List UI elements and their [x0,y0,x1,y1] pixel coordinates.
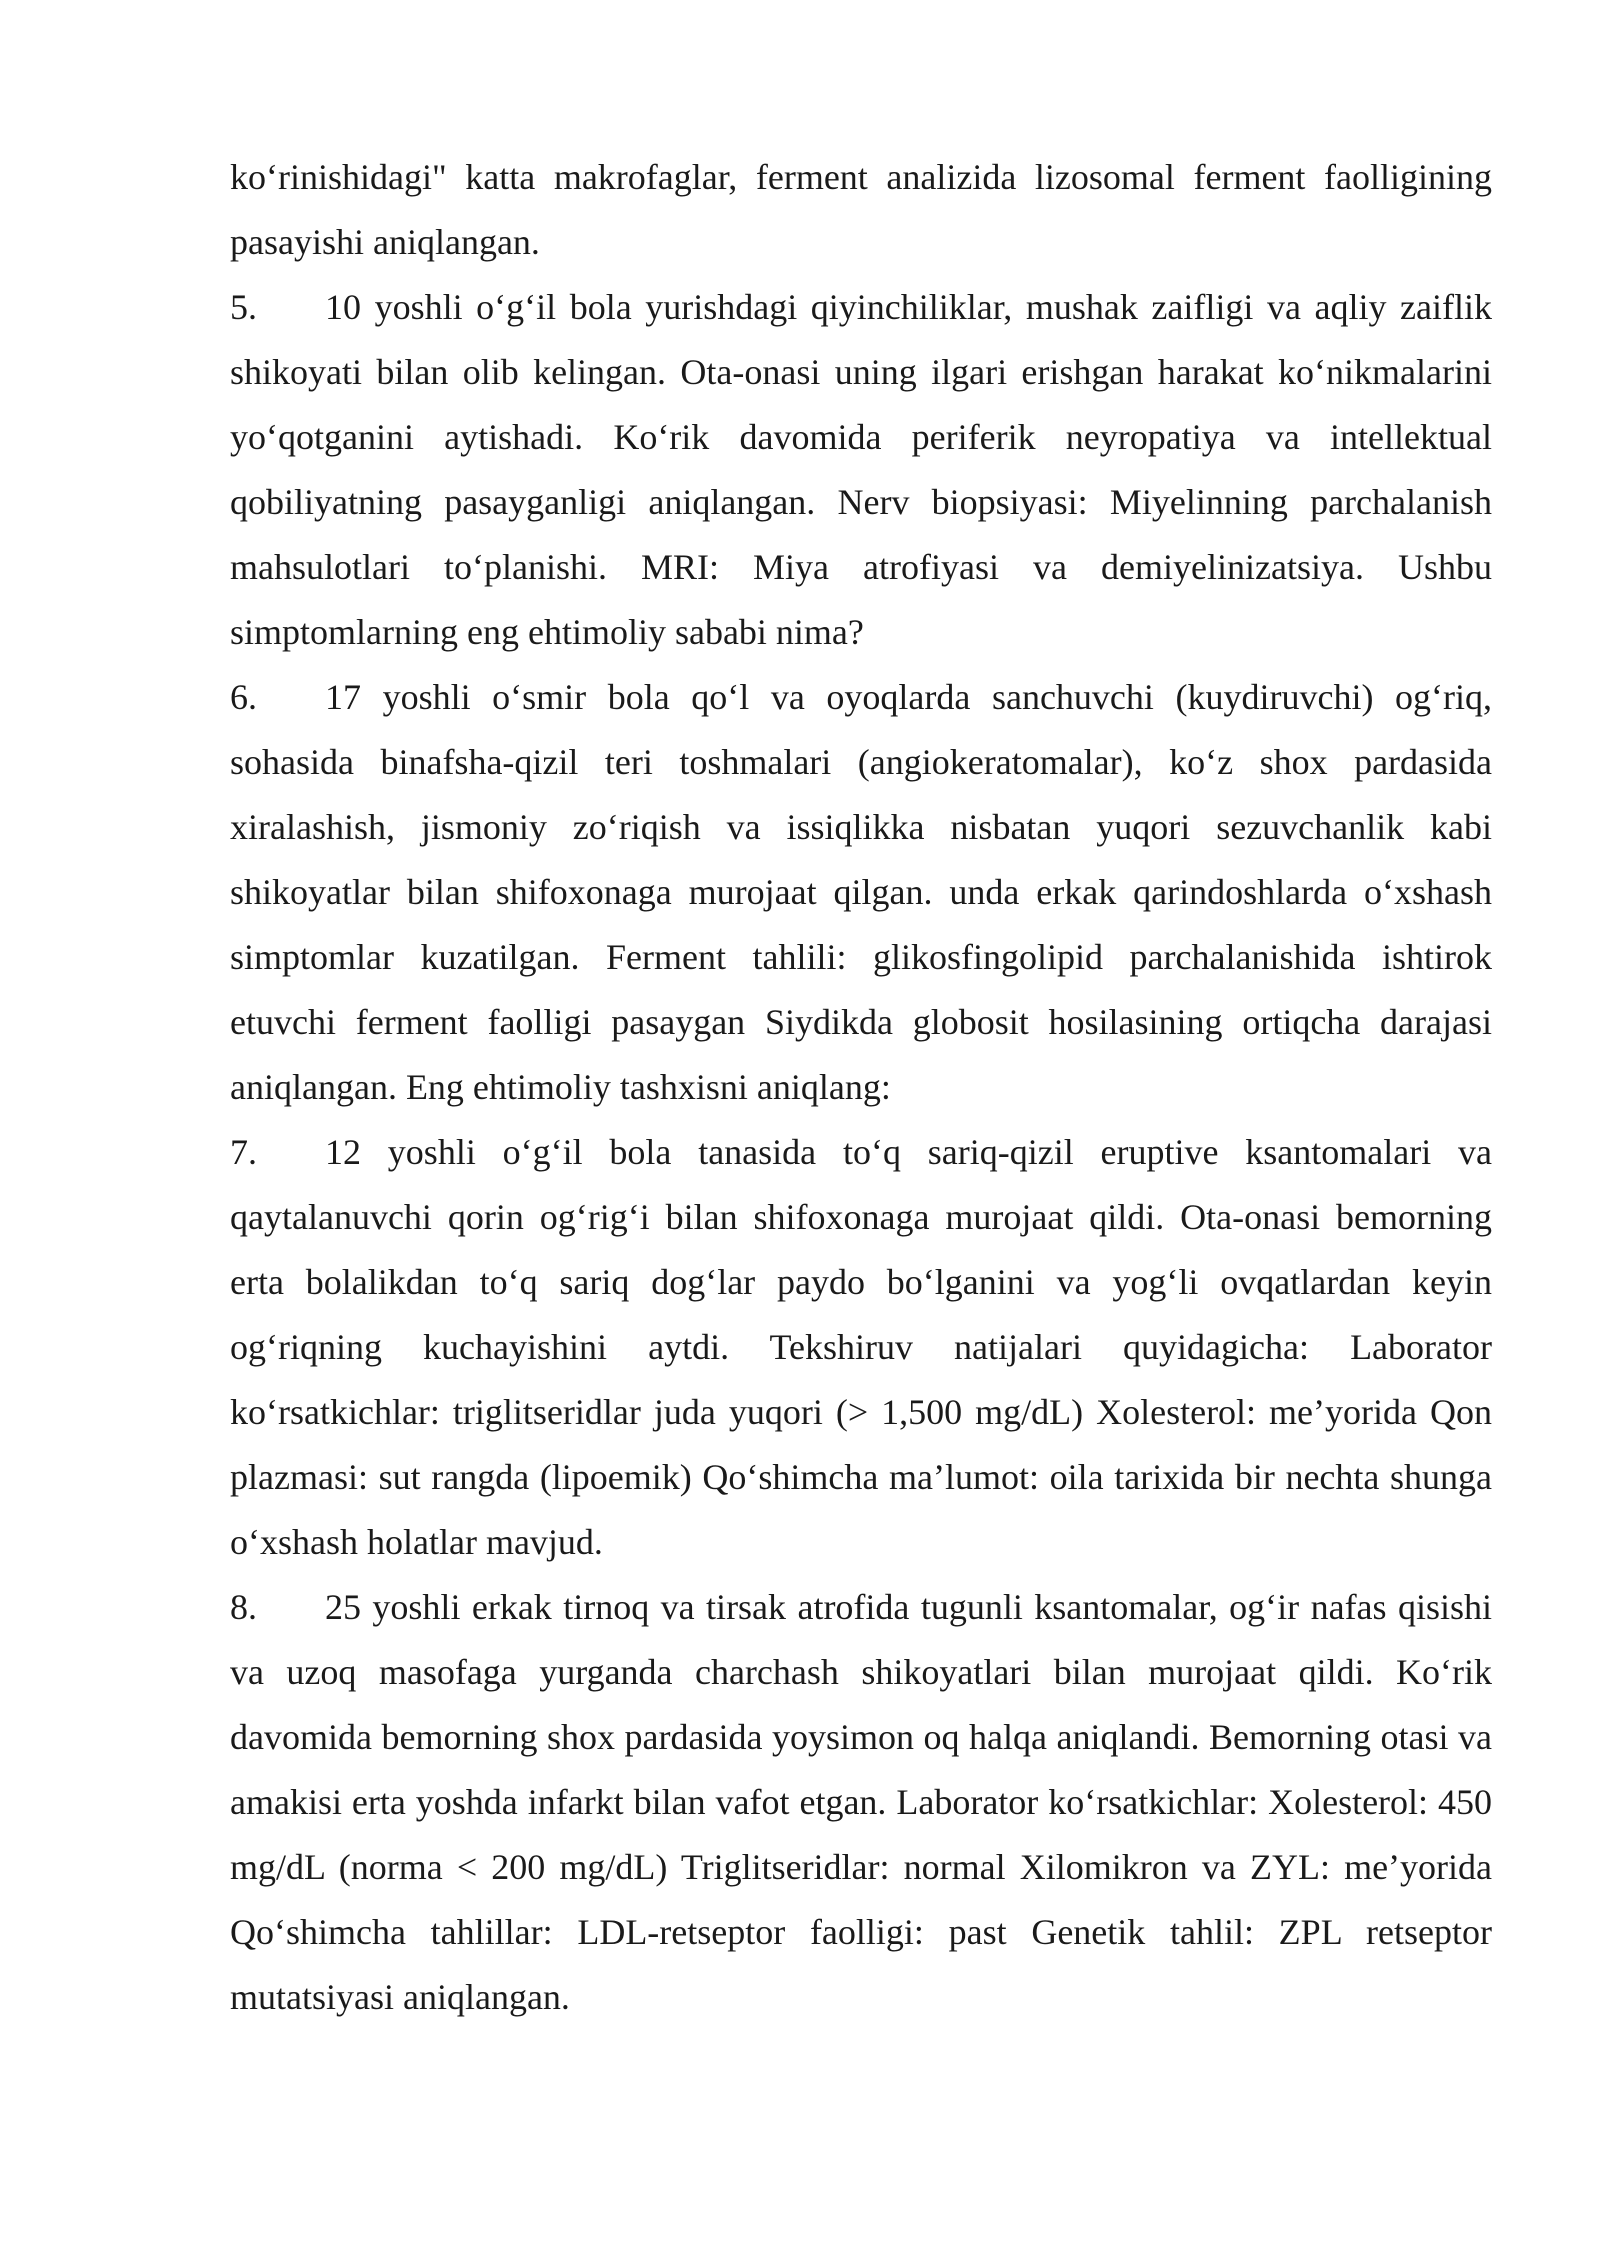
intro-text: ko‘rinishidagi" katta makrofaglar, ferment analizida lizosomal ferment faolligining pasayishi aniqlangan. [230,157,1492,262]
question-number: 6. [230,677,257,717]
question-item-6 [230,665,1492,1120]
question-number: 5. [230,287,257,327]
question-text: 25 yoshli erkak tirnoq va tirsak atrofida tugunli ksantomalar, og‘ir nafas qisishi va uzoq masofaga yurganda charchash shikoyatlari bilan murojaat qildi. Ko‘rik davomida bemorning shox pardasida yoysimon oq halqa aniqlandi. Bemorning otasi va amakisi erta yoshda infarkt bilan vafot etgan. Laborator ko‘rsatkichlar: Xolesterol: 450 mg/dL (norma < 200 mg/dL) Triglitseridlar: normal Xilomikron va ZYL: me’yorida Qo‘shimcha tahlillar: LDL-retseptor faolligi: past Genetik tahlil: ZPL retseptor mutatsiyasi aniqlangan. [230,1587,1492,2017]
question-item-5 [230,275,1492,665]
intro-paragraph [230,145,1492,275]
question-text: 17 yoshli o‘smir bola qo‘l va oyoqlarda sanchuvchi (kuydiruvchi) og‘riq, sohasida binafsha-qizil teri toshmalari (angiokeratomalar), ko‘z shox pardasida xiralashish, jismoniy zo‘riqish va issiqlikka nisbatan yuqori sezuvchanlik kabi shikoyatlar bilan shifoxonaga murojaat qilgan. unda erkak qarindoshlarda o‘xshash simptomlar kuzatilgan. Ferment tahlili: glikosfingolipid parchalanishida ishtirok etuvchi ferment faolligi pasaygan Siydikda globosit hosilasining ortiqcha darajasi aniqlangan. Eng ehtimoliy tashxisni aniqlang: [230,677,1492,1107]
question-number: 8. [230,1587,257,1627]
question-number: 7. [230,1132,257,1172]
question-item-8 [230,1575,1492,2030]
question-item-7 [230,1120,1492,1575]
document-body [230,145,1492,2030]
question-text: 12 yoshli o‘g‘il bola tanasida to‘q sariq-qizil eruptive ksantomalari va qaytalanuvchi qorin og‘rig‘i bilan shifoxonaga murojaat qildi. Ota-onasi bemorning erta bolalikdan to‘q sariq dog‘lar paydo bo‘lganini va yog‘li ovqatlardan keyin og‘riqning kuchayishini aytdi. Tekshiruv natijalari quyidagicha: Laborator ko‘rsatkichlar: triglitseridlar juda yuqori (> 1,500 mg/dL) Xolesterol: me’yorida Qon plazmasi: sut rangda (lipoemik) Qo‘shimcha ma’lumot: oila tarixida bir nechta shunga o‘xshash holatlar mavjud. [230,1132,1492,1562]
question-text: 10 yoshli o‘g‘il bola yurishdagi qiyinchiliklar, mushak zaifligi va aqliy zaiflik shikoyati bilan olib kelingan. Ota-onasi uning ilgari erishgan harakat ko‘nikmalarini yo‘qotganini aytishadi. Ko‘rik davomida periferik neyropatiya va intellektual qobiliyatning pasayganligi aniqlangan. Nerv biopsiyasi: Miyelinning parchalanish mahsulotlari to‘planishi. MRI: Miya atrofiyasi va demiyelinizatsiya. Ushbu simptomlarning eng ehtimoliy sababi nima? [230,287,1492,652]
